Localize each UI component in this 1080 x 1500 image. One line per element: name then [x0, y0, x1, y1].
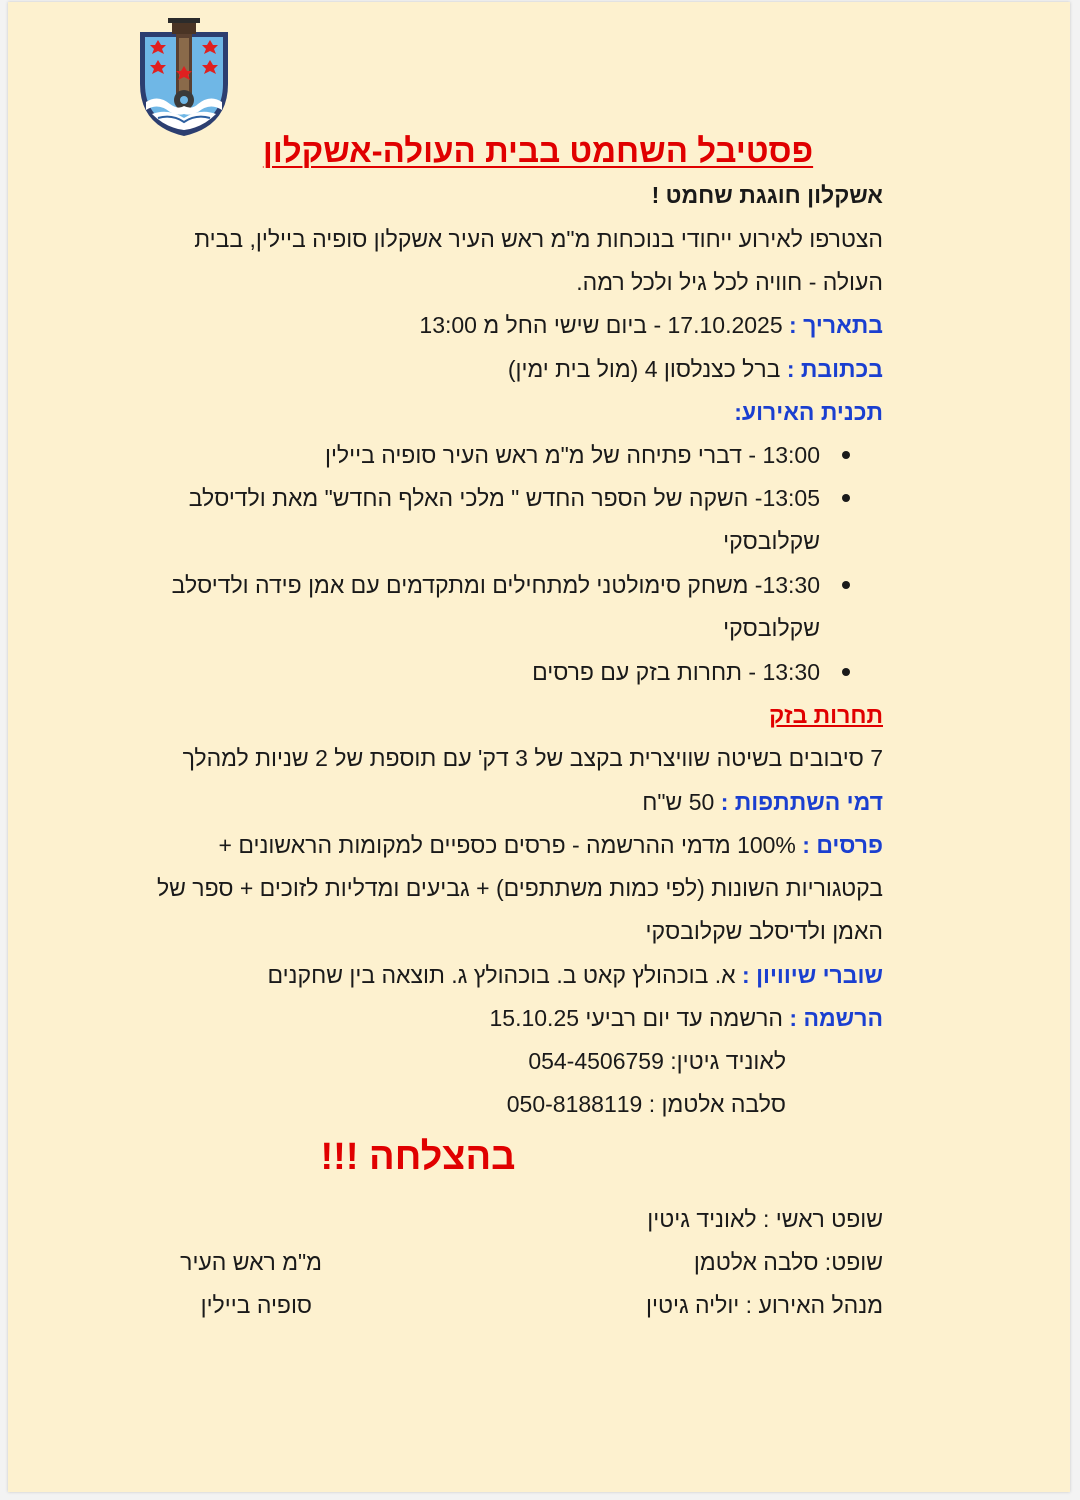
- address-row: [508, 354, 883, 384]
- tiebreak-label: שוברי שיוויון :: [742, 962, 883, 988]
- date-label: בתאריך :: [789, 312, 883, 338]
- blitz-heading: תחרות בזק: [769, 702, 883, 728]
- program-item-4: 13:30 - תחרות בזק עם פרסים: [532, 659, 820, 685]
- event-director: מנהל האירוע : יוליה גיטין: [646, 1292, 883, 1318]
- flyer-page: [8, 2, 1070, 1492]
- subtitle: אשקלון חוגגת שחמט !: [651, 182, 883, 208]
- program-item-3-cont: שקלובסקי: [723, 615, 820, 641]
- address-label: בכתובת :: [786, 356, 883, 382]
- program-item-3: 13:30- משחק סימולטני למתחילים ומתקדמים עם אמן פידה ולדיסלב: [171, 572, 820, 598]
- bullet: [842, 668, 850, 676]
- program-item-2: 13:05- השקה של הספר החדש " מלכי האלף החדש" מאת ולדיסלב: [188, 485, 820, 511]
- prizes-label: פרסים :: [802, 832, 883, 858]
- success-message: בהצלחה !!!: [320, 1136, 516, 1178]
- prizes-line-1: 100% מדמי ההרשמה - פרסים כספיים למקומות הראשונים +: [218, 832, 796, 858]
- bullet: [842, 451, 850, 459]
- page-title: פסטיבל השחמט בבית העולה-אשקלון: [262, 132, 814, 169]
- tiebreak-value: א. בוכהולץ קאט ב. בוכהולץ ג. תוצאה בין שחקנים: [267, 962, 736, 988]
- fee-label: דמי השתתפות :: [720, 789, 883, 815]
- date-row: [419, 310, 883, 340]
- contact-1: לאוניד גיטין: 054-4506759: [528, 1048, 786, 1074]
- prizes-line-2: בקטגוריות השונות (לפי כמות משתתפים) + גביעים ומדליות לזוכים + ספר של: [156, 875, 883, 901]
- deputy-mayor-title: מ"מ ראש העיר: [180, 1249, 322, 1275]
- bullet: [842, 581, 850, 589]
- registration-label: הרשמה :: [789, 1005, 883, 1031]
- prizes-row: [219, 830, 883, 860]
- address-value: ברל כצנלסון 4 (מול בית ימין): [507, 356, 781, 382]
- bullet: [842, 494, 850, 502]
- program-label: תכנית האירוע:: [734, 399, 883, 425]
- fee-value: 50 ש"ח: [642, 789, 715, 815]
- prizes-line-3: האמן ולדיסלב שקלובסקי: [645, 918, 883, 944]
- registration-value: הרשמה עד יום רביעי 15.10.25: [489, 1005, 783, 1031]
- chief-judge: שופט ראשי : לאוניד גיטין: [647, 1206, 883, 1232]
- fee-row: [642, 787, 883, 817]
- blitz-desc: 7 סיבובים בשיטה שוויצרית בקצב של 3 דק' עם תוספת של 2 שניות למהלך: [182, 745, 883, 771]
- deputy-mayor-name: סופיה ביילין: [200, 1292, 312, 1318]
- intro-line-2: העולה - חוויה לכל גיל ולכל רמה.: [576, 269, 883, 295]
- program-item-1: 13:00 - דברי פתיחה של מ"מ ראש העיר סופיה ביילין: [324, 442, 820, 468]
- program-item-2-cont: שקלובסקי: [723, 528, 820, 554]
- intro-line-1: הצטרפו לאירוע ייחודי בנוכחות מ"מ ראש העיר אשקלון סופיה ביילין, בבית: [194, 226, 883, 252]
- tiebreak-row: [267, 960, 883, 990]
- registration-row: [490, 1003, 884, 1033]
- date-value: 17.10.2025 - ביום שישי החל מ 13:00: [419, 312, 783, 338]
- contact-2: סלבה אלטמן : 050-8188119: [506, 1091, 786, 1117]
- judge: שופט: סלבה אלטמן: [693, 1249, 883, 1275]
- ashkelon-emblem-icon: [132, 18, 236, 138]
